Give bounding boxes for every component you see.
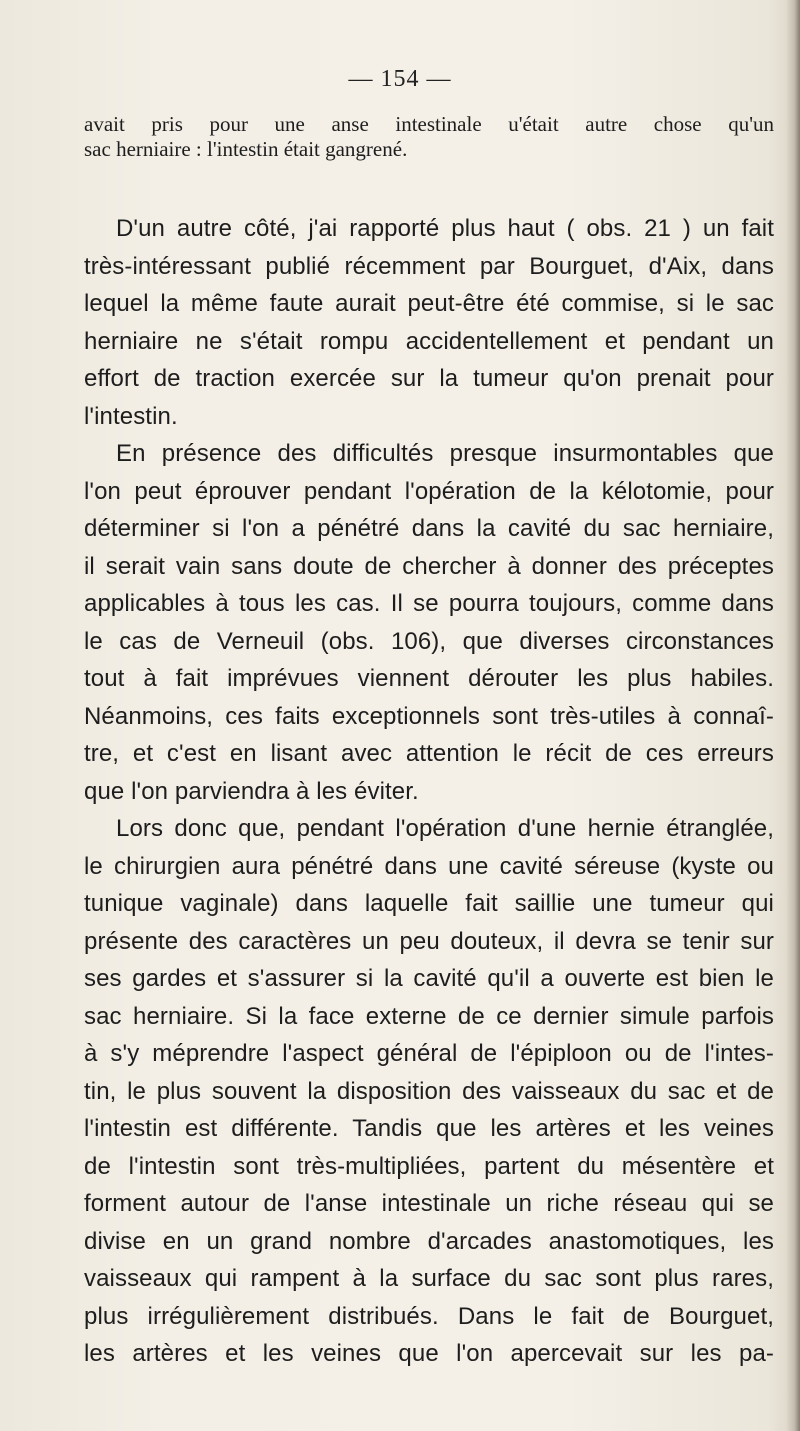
continued-paragraph xyxy=(84,112,774,162)
text-line: forment autour de l'anse intestinale un riche réseau qui se xyxy=(84,1190,774,1217)
text-line: vaisseaux qui rampent à la surface du sac sont plus rares, xyxy=(84,1265,774,1292)
text-line: l'intestin est différente. Tandis que les artères et les veines xyxy=(84,1115,774,1142)
text-line: très-intéressant publié récemment par Bourguet, d'Aix, dans xyxy=(84,252,774,280)
text-line: tout à fait imprévues viennent dérouter les plus habiles. xyxy=(84,665,774,692)
text-line: il serait vain sans doute de chercher à donner des préceptes xyxy=(84,552,774,580)
text-line: En présence des difficultés presque insurmontables que xyxy=(116,440,774,467)
text-line: déterminer si l'on a pénétré dans la cavité du sac herniaire, xyxy=(84,515,774,542)
text-line: applicables à tous les cas. Il se pourra toujours, comme dans xyxy=(84,590,774,617)
text-line: avait pris pour une anse intestinale u'était autre chose qu'un xyxy=(84,112,774,136)
text-line: divise en un grand nombre d'arcades anastomotiques, les xyxy=(84,1227,774,1255)
page-edge-shadow xyxy=(786,0,800,1431)
text-line: à s'y méprendre l'aspect général de l'épiploon ou de l'intes- xyxy=(84,1040,774,1067)
text-line: tin, le plus souvent la disposition des vaisseaux du sac et de xyxy=(84,1077,774,1105)
text-line: sac herniaire : l'intestin était gangrené. xyxy=(84,137,408,161)
text-line: tre, et c'est en lisant avec attention le récit de ces erreurs xyxy=(84,740,774,767)
text-line: effort de traction exercée sur la tumeur qu'on prenait pour xyxy=(84,365,774,392)
text-line: que l'on parviendra à les éviter. xyxy=(84,777,419,805)
body-text xyxy=(84,210,774,1373)
text-line: présente des caractères un peu douteux, il devra se tenir sur xyxy=(84,927,774,955)
text-line: les artères et les veines que l'on apercevait sur les pa- xyxy=(84,1340,774,1367)
text-line: le cas de Verneuil (obs. 106), que diverses circonstances xyxy=(84,627,774,655)
text-line: de l'intestin sont très-multipliées, partent du mésentère et xyxy=(84,1152,774,1180)
text-line: ses gardes et s'assurer si la cavité qu'il a ouverte est bien le xyxy=(84,965,774,992)
text-line: D'un autre côté, j'ai rapporté plus haut ( obs. 21 ) un fait xyxy=(116,215,774,242)
text-line: le chirurgien aura pénétré dans une cavité séreuse (kyste ou xyxy=(84,852,774,880)
text-line: plus irrégulièrement distribués. Dans le fait de Bourguet, xyxy=(84,1302,774,1330)
text-line: tunique vaginale) dans laquelle fait saillie une tumeur qui xyxy=(84,890,774,917)
text-line: l'on peut éprouver pendant l'opération de la kélotomie, pour xyxy=(84,477,774,505)
text-line: herniaire ne s'était rompu accidentellement et pendant un xyxy=(84,327,774,355)
page-number: — 154 — xyxy=(348,66,452,92)
text-line: lequel la même faute aurait peut-être été commise, si le sac xyxy=(84,290,774,317)
text-line: Lors donc que, pendant l'opération d'une hernie étranglée, xyxy=(116,815,774,842)
text-line: sac herniaire. Si la face externe de ce dernier simule parfois xyxy=(84,1002,774,1030)
text-line: l'intestin. xyxy=(84,402,178,430)
text-line: Néanmoins, ces faits exceptionnels sont très-utiles à connaî- xyxy=(84,702,774,730)
